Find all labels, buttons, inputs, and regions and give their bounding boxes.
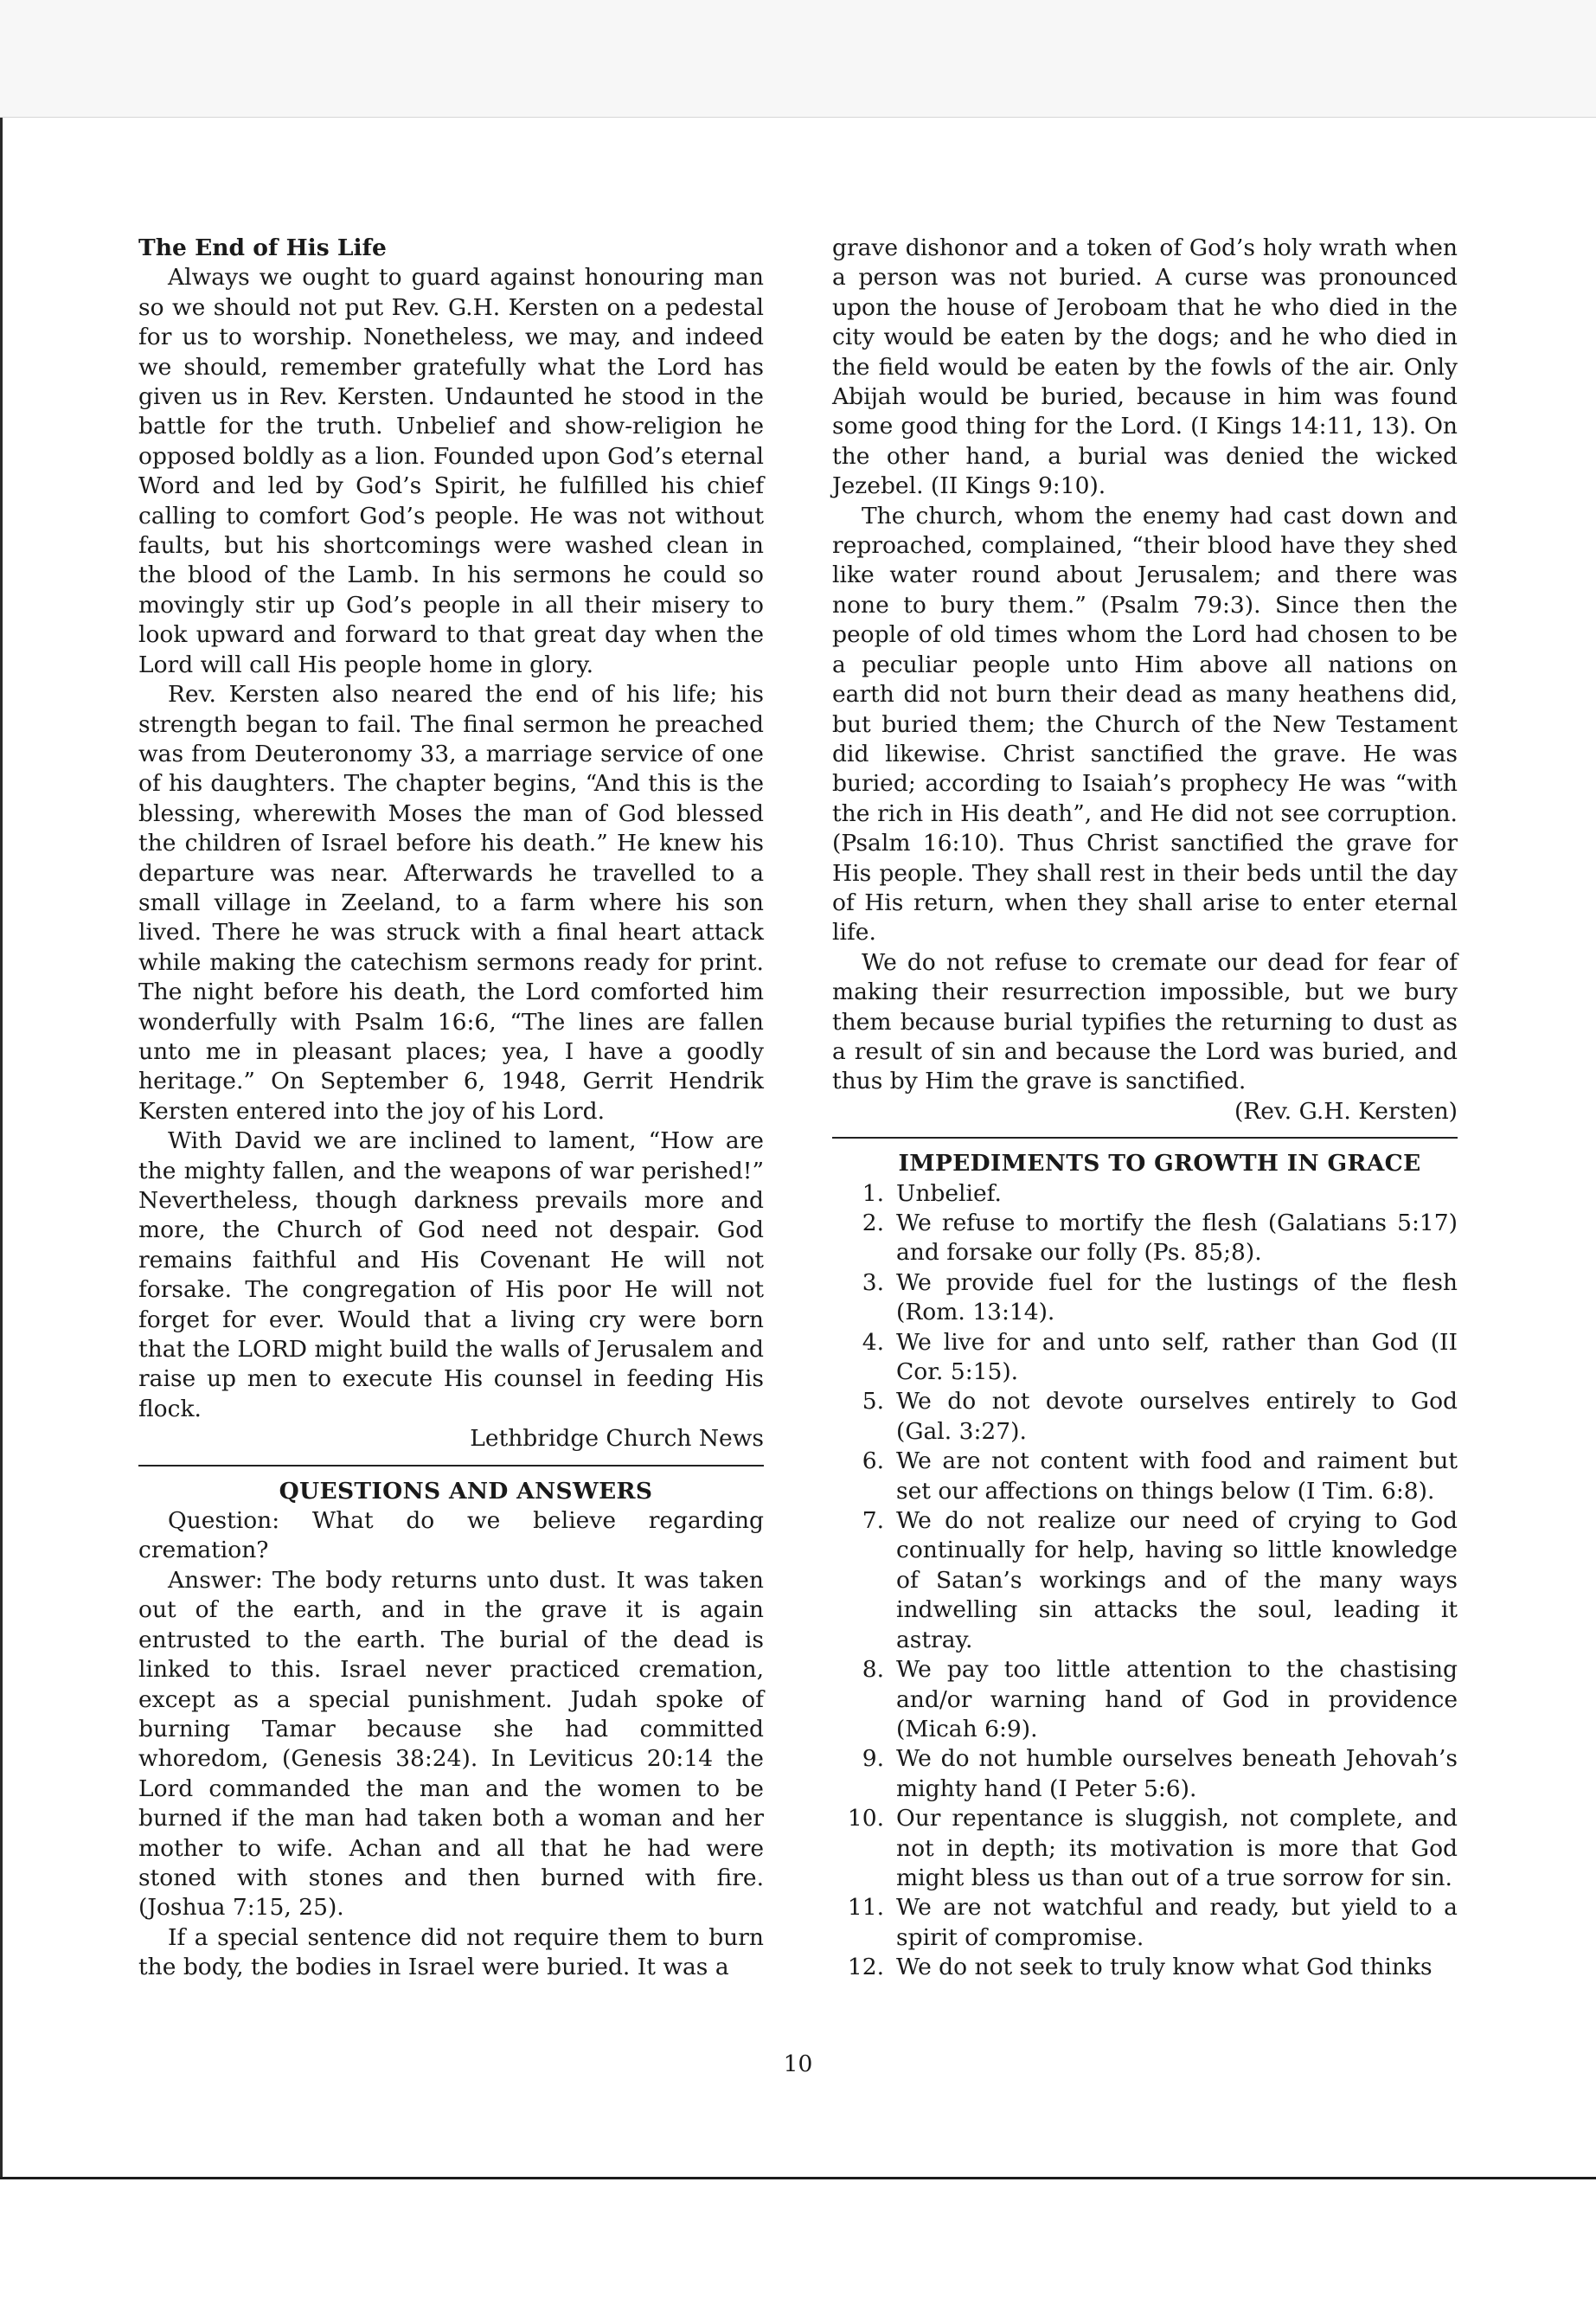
item-text: We do not devote ourselves entirely to God (Gal. 3:27). (896, 1388, 1458, 1445)
item-text: Our repentance is sluggish, not complete, and not in depth; its motivation is more that God might bless us than out of a true sorrow for sin. (896, 1805, 1458, 1891)
item-number: 11. (847, 1894, 884, 1922)
right-column (832, 234, 1458, 1983)
answer-paragraph: Answer: The body returns unto dust. It was taken out of the earth, and in the grave it is again entrusted to the earth. The burial of the dead is linked to this. Israel never practiced cremation, except as a special punishment. Judah spoke of burning Tamar because she had committed whoredom, (Genesis 38:24). In Leviticus 20:14 the Lord commanded the man and the women to be burned if the man had taken both a woman and her mother to wife. Achan and all that he had were stoned with stones and then burned with fire. (Joshua 7:15, 25). (138, 1566, 764, 1922)
item-number: 9. (862, 1745, 884, 1773)
left-column (138, 234, 764, 1983)
list-item (832, 1268, 1458, 1328)
section-divider (832, 1137, 1458, 1139)
answer-paragraph: If a special sentence did not require them to burn the body, the bodies in Israel were buried. It was a (138, 1923, 764, 1981)
body-paragraph: Rev. Kersten also neared the end of his life; his strength began to fail. The final sermon he preached was from Deuteronomy 33, a marriage service of one of his daughters. The chapter begins, “And this is the blessing, wherewith Moses the man of God blessed the children of Israel before his death.” He knew his departure was near. Afterwards he travelled to a small village in Zeeland, to a farm where his son lived. There he was struck with a final heart attack while making the catechism sermons ready for print. The night before his death, the Lord comforted him wonderfully with Psalm 16:6, “The lines are fallen unto me in pleasant places; yea, I have a goodly heritage.” On September 6, 1948, Gerrit Hendrik Kersten entered into the joy of his Lord. (138, 681, 764, 1125)
author-signature: (Rev. G.H. Kersten) (1234, 1097, 1458, 1125)
continued-paragraph: grave dishonor and a token of God’s holy wrath when a person was not buried. A curse was pronounced upon the house of Jeroboam that he who died in the city would be eaten by the dogs; and he who died in the field would be eaten by the fowls of the air. Only Abijah would be buried, because in him was found some good thing for the Lord. (I Kings 14:11, 13). On the other hand, a burial was denied the wicked Jezebel. (II Kings 9:10). (832, 234, 1458, 500)
scan-top-margin (0, 0, 1596, 118)
impediments-list (832, 1179, 1458, 1983)
body-paragraph: Always we ought to guard against honouring man so we should not put Rev. G.H. Kersten on a pedestal for us to worship. Nonetheless, we may, and indeed we should, remember gratefully what the Lord has given us in Rev. Kersten. Undaunted he stood in the battle for the truth. Unbelief and show-religion he opposed boldly as a lion. Founded upon God’s eternal Word and led by God’s Spirit, he fulfilled his chief calling to comfort God’s people. He was not without faults, but his shortcomings were washed clean in the blood of the Lamb. In his sermons he could so movingly stir up God’s people in all their misery to look upward and forward to that great day when the Lord will call His people home in glory. (138, 264, 764, 678)
item-text: We refuse to mortify the flesh (Galatians 5:17) and forsake our folly (Ps. 85;8). (896, 1210, 1458, 1267)
page-number: 10 (783, 2050, 813, 2077)
item-number: 4. (862, 1328, 884, 1356)
item-text: We are not watchful and ready, but yield to a spirit of compromise. (896, 1894, 1458, 1951)
item-number: 12. (847, 1954, 884, 1981)
list-item (832, 1447, 1458, 1506)
list-item (832, 1209, 1458, 1268)
scan-bottom-margin (0, 2177, 1596, 2304)
item-text: We do not seek to truly know what God thinks (896, 1954, 1433, 1981)
list-item (832, 1655, 1458, 1744)
item-text: We live for and unto self, rather than God (II Cor. 5:15). (896, 1328, 1458, 1386)
list-item (832, 1328, 1458, 1388)
list-item (832, 1953, 1458, 1982)
list-item (832, 1387, 1458, 1447)
body-paragraph: With David we are inclined to lament, “How are the mighty fallen, and the weapons of war perished!” Nevertheless, though darkness prevails more and more, the Church of God need not despair. God remains faithful and His Covenant He will not forsake. The congregation of His poor He will not forget for ever. Would that a living cry were born that the LORD might build the walls of Jerusalem and raise up men to execute His counsel in feeding His flock. (138, 1127, 764, 1422)
question-paragraph: Question: What do we believe regarding cremation? (138, 1507, 764, 1564)
item-text: We pay too little attention to the chastising and/or warning hand of God in providence (Micah 6:9). (896, 1656, 1458, 1742)
item-text: We provide fuel for the lustings of the flesh (Rom. 13:14). (896, 1268, 1458, 1326)
list-item (832, 1506, 1458, 1655)
qa-title: QUESTIONS AND ANSWERS (279, 1477, 653, 1505)
body-paragraph: The church, whom the enemy had cast down and reproached, complained, “their blood have they shed like water round about Jerusalem; and there was none to bury them.” (Psalm 79:3). Since then the people of old times whom the Lord had chosen to be a peculiar people unto Him above all nations on earth did not burn their dead as many heathens did, but buried them; the Church of the New Testament did likewise. Christ sanctified the grave. He was buried; according to Isaiah’s prophecy He was “with the rich in His death”, and He did not see corruption. (Psalm 16:10). Thus Christ sanctified the grave for His people. They shall rest in their beds until the day of His return, when they shall arise to enter eternal life. (832, 502, 1458, 947)
item-number: 6. (862, 1447, 884, 1475)
list-item (832, 1179, 1458, 1209)
item-number: 7. (862, 1507, 884, 1535)
section-divider (138, 1465, 764, 1466)
source-credit: Lethbridge Church News (470, 1425, 764, 1453)
list-item (832, 1744, 1458, 1804)
item-text: We do not humble ourselves beneath Jehovah’s mighty hand (I Peter 5:6). (896, 1745, 1458, 1802)
item-number: 2. (862, 1210, 884, 1236)
item-number: 5. (862, 1388, 884, 1415)
section-title: The End of His Life (138, 234, 387, 261)
body-paragraph: We do not refuse to cremate our dead for fear of making their resurrection impossible, but we bury them because burial typifies the returning to dust as a result of sin and because the Lord was buried, and thus by Him the grave is sanctified. (832, 948, 1458, 1095)
item-number: 8. (862, 1656, 884, 1684)
item-text: Unbelief. (896, 1179, 1002, 1207)
item-number: 3. (862, 1268, 884, 1296)
list-item (832, 1893, 1458, 1953)
list-item (832, 1804, 1458, 1893)
item-text: We are not content with food and raiment but set our affections on things below (I Tim. 6:8). (896, 1447, 1458, 1505)
impediments-title: IMPEDIMENTS TO GROWTH IN GRACE (898, 1150, 1421, 1178)
item-number: 1. (862, 1179, 884, 1207)
item-text: We do not realize our need of crying to God continually for help, having so little knowledge of Satan’s workings and of the many ways indwelling sin attacks the soul, leading it astray. (896, 1507, 1458, 1653)
item-number: 10. (847, 1805, 884, 1832)
